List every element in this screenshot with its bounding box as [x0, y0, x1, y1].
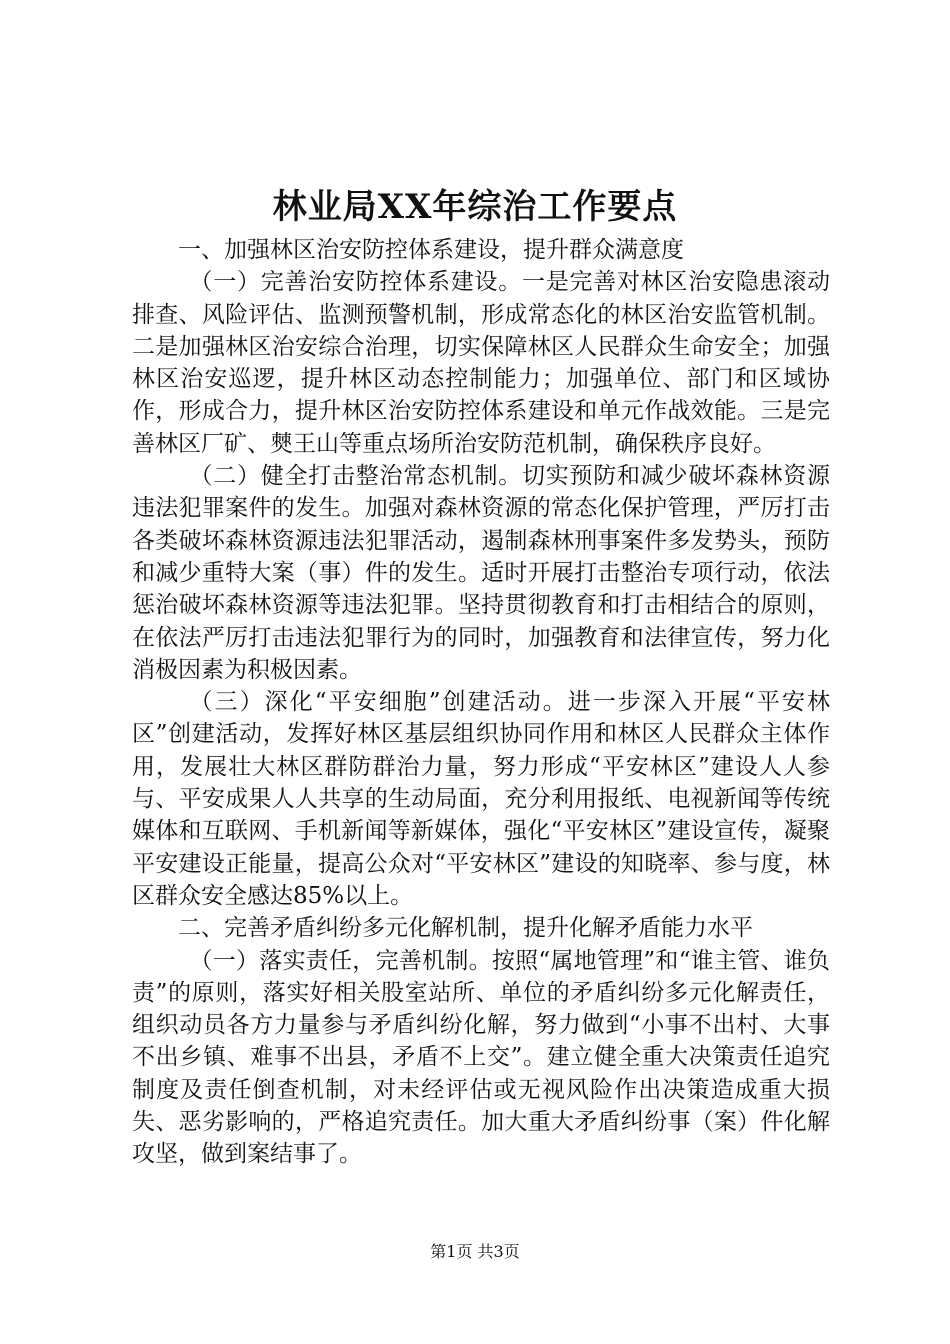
- document-title: 林业局XX年综治工作要点: [272, 187, 678, 227]
- section-heading-1: 一、加强林区治安防控体系建设，提升群众满意度: [178, 237, 684, 263]
- page-number-footer: 第1页 共3页: [430, 1242, 520, 1261]
- paragraph-2-1: （一）落实责任，完善机制。按照“属地管理”和“谁主管、谁负责”的原则，落实好相关股室站所、单位的矛盾纠纷多元化解责任，组织动员各方力量参与矛盾纠纷化解，努力做到“小事不出村、大事不出乡镇、难事不出县，矛盾不上交”。建立健全重大决策责任追究制度及责任倒查机制，对未经评估或无视风险作出决策造成重大损失、恶劣影响的，严格追究责任。加大重大矛盾纠纷事（案）件化解攻坚，做到案结事了。: [132, 947, 830, 1168]
- paragraph-1-2: （二）健全打击整治常态机制。切实预防和减少破坏森林资源违法犯罪案件的发生。加强对森林资源的常态化保护管理，严厉打击各类破坏森林资源违法犯罪活动，遏制森林刑事案件多发势头，预防和减少重特大案（事）件的发生。适时开展打击整治专项行动，依法惩治破坏森林资源等违法犯罪。坚持贯彻教育和打击相结合的原则，在依法严厉打击违法犯罪行为的同时，加强教育和法律宣传，努力化消极因素为积极因素。: [132, 463, 830, 683]
- paragraph-1-1: （一）完善治安防控体系建设。一是完善对林区治安隐患滚动排查、风险评估、监测预警机制，形成常态化的林区治安监管机制。二是加强林区治安综合治理，切实保障林区人民群众生命安全；加强林区治安巡逻，提升林区动态控制能力；加强单位、部门和区域协作，形成合力，提升林区治安防控体系建设和单元作战效能。三是完善林区厂矿、僰王山等重点场所治安防范机制，确保秩序良好。: [132, 269, 830, 457]
- paragraph-1-3: （三）深化“平安细胞”创建活动。进一步深入开展“平安林区”创建活动，发挥好林区基层组织协同作用和林区人民群众主体作用，发展壮大林区群防群治力量，努力形成“平安林区”建设人人参与、平安成果人人共享的生动局面，充分利用报纸、电视新闻等传统媒体和互联网、手机新闻等新媒体，强化“平安林区”建设宣传，凝聚平安建设正能量，提高公众对“平安林区”建设的知晓率、参与度，林区群众安全感达85%以上。: [132, 689, 830, 909]
- document-body: [132, 234, 830, 1171]
- section-heading-2: 二、完善矛盾纠纷多元化解机制，提升化解矛盾能力水平: [178, 915, 753, 942]
